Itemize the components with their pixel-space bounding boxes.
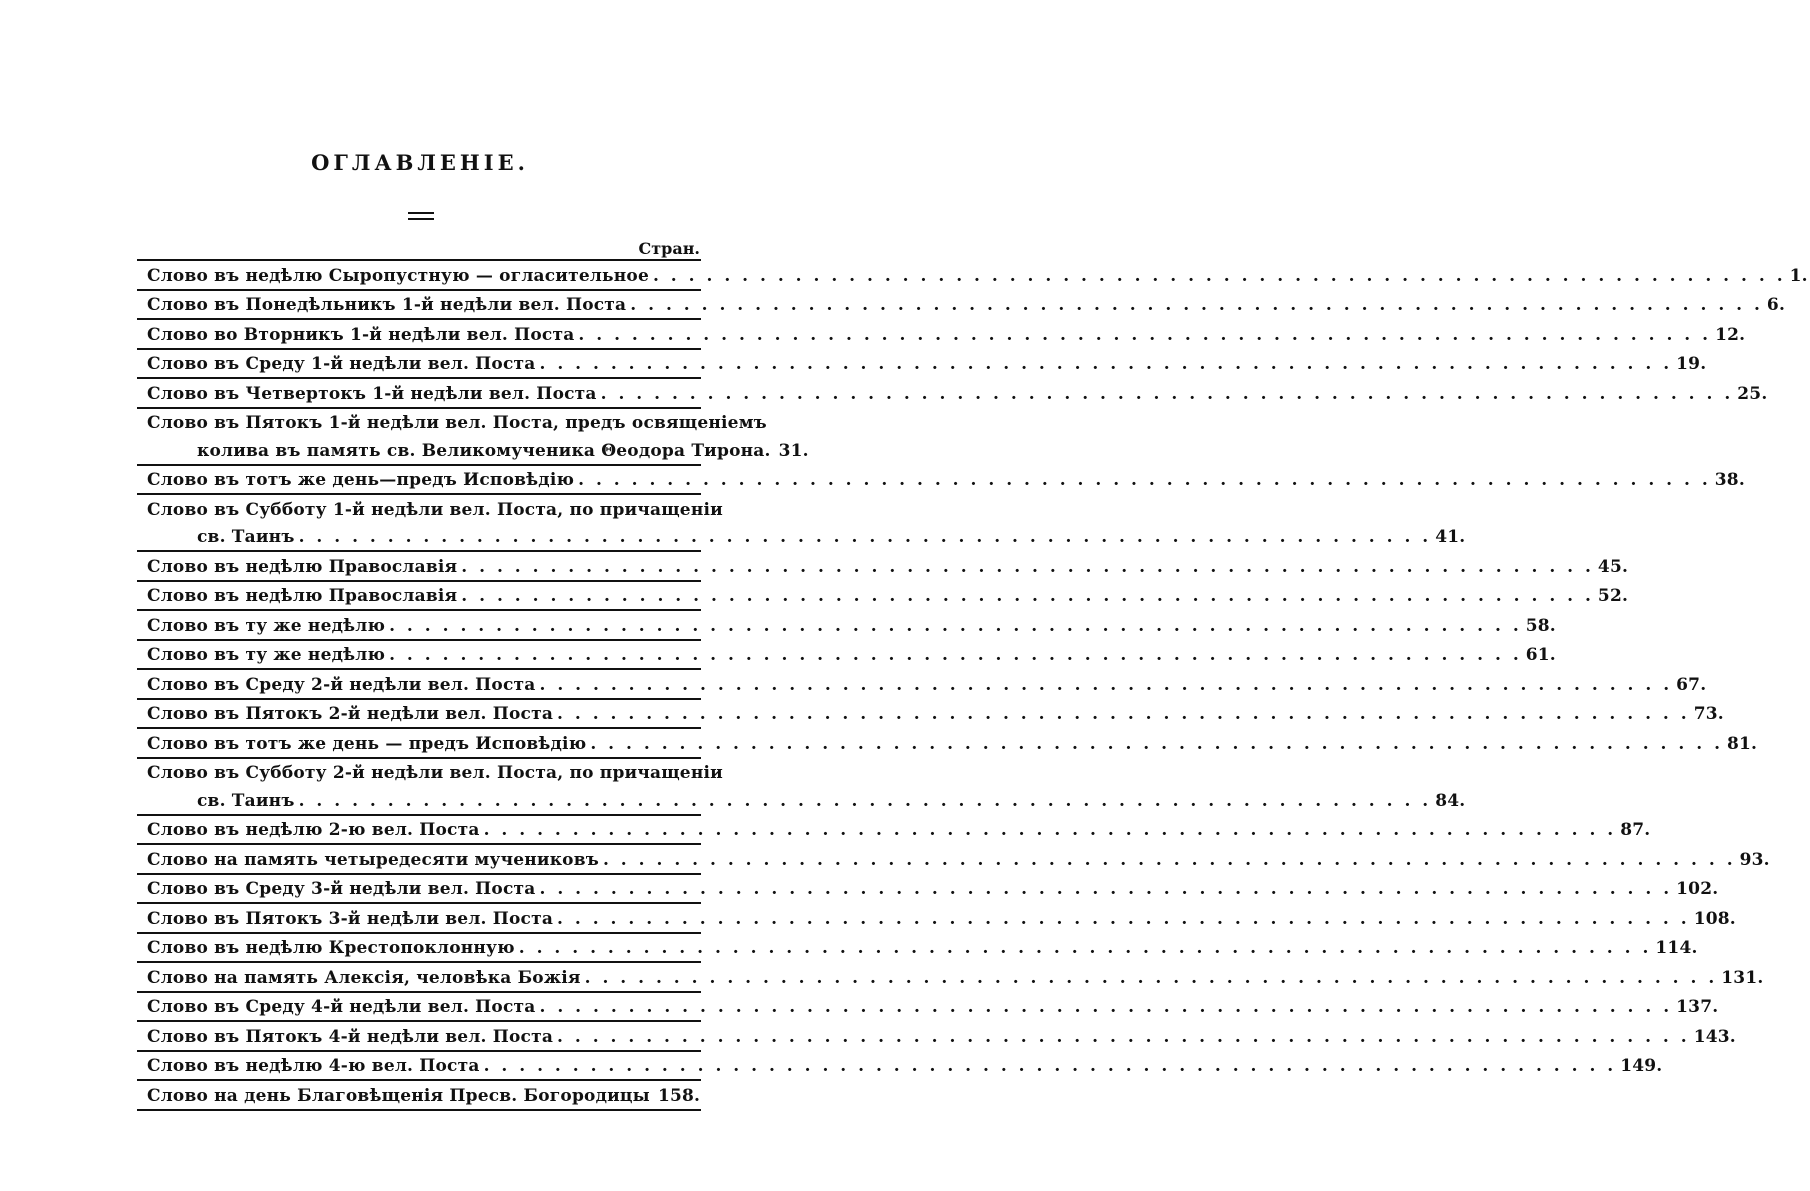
dot-leader	[484, 820, 1617, 843]
dot-leader	[578, 325, 1711, 348]
toc-entry-line	[137, 670, 1707, 698]
toc-page-number: 52.	[1597, 586, 1629, 606]
toc-entry-title: Слово въ Пятокъ 2-й недѣли вел. Поста	[147, 704, 554, 724]
toc-entry	[137, 875, 1719, 905]
toc-entry	[137, 641, 1556, 671]
toc-entry-line	[137, 700, 1724, 728]
toc-entry	[137, 350, 1707, 380]
toc-entry-line	[137, 1022, 1736, 1050]
toc-entry-title: Слово въ Среду 1-й недѣли вел. Поста	[147, 354, 536, 374]
toc-entry	[137, 261, 1808, 291]
dot-leader	[653, 266, 1786, 289]
toc-entry	[137, 379, 1768, 409]
toc-entry-title: Слово въ тотъ же день — предъ Исповѣдiю	[147, 733, 587, 754]
toc-page-number: 137.	[1676, 997, 1719, 1017]
toc-entry-title: Слово въ Понедѣльникъ 1-й недѣли вел. Поста	[147, 295, 627, 315]
toc-entry	[137, 466, 1745, 496]
dot-leader	[557, 704, 1690, 727]
toc-entry-line	[137, 291, 1786, 319]
toc-entry-line	[137, 582, 1629, 610]
toc-entry	[137, 552, 1629, 582]
toc-page-number: 25.	[1737, 383, 1768, 404]
toc-entry-title: Слово въ Пятокъ 4-й недѣли вел. Поста	[147, 1026, 554, 1047]
toc-entry-line	[137, 350, 1707, 378]
dot-leader	[557, 1027, 1690, 1050]
toc-entry	[137, 729, 1758, 759]
toc-page-number: 12.	[1715, 324, 1746, 345]
toc-entry-title: Слово въ недѣлю Крестопоклонную	[147, 938, 515, 958]
toc-entry-continuation	[137, 523, 1466, 551]
toc-entry	[137, 670, 1707, 700]
dot-leader	[484, 1056, 1617, 1079]
toc-entry-title: Слово въ Пятокъ 1-й недѣли вел. Поста, предъ освященiемъ	[147, 413, 767, 433]
toc-entry-line	[137, 904, 1736, 932]
dot-leader	[601, 384, 1734, 407]
toc-entry-title: Слово въ Среду 2-й недѣли вел. Поста	[147, 674, 536, 695]
toc-entry-line	[137, 466, 1745, 494]
toc-page-number: 19.	[1676, 354, 1707, 374]
toc-page-number: 87.	[1620, 820, 1651, 840]
toc-page-number: 81.	[1727, 733, 1758, 754]
dot-leader	[603, 850, 1736, 873]
toc-entry-line	[137, 409, 767, 437]
toc-entry-title: Слово на память Алексiя, человѣка Божiя	[147, 967, 581, 988]
toc-entry	[137, 582, 1629, 612]
toc-page-number: 84.	[1435, 790, 1466, 811]
toc-entry	[137, 963, 1764, 993]
toc-page-number: 131.	[1721, 967, 1764, 988]
dot-leader	[519, 938, 1652, 961]
page-column-header: Стран.	[638, 239, 700, 258]
toc-entry-line	[137, 552, 1629, 580]
toc-entry-title: колива въ память св. Великомученика Θеодора Тирона.	[197, 440, 771, 461]
toc-entry-title: Слово въ тотъ же день—предъ Исповѣдiю	[147, 470, 575, 490]
dot-leader	[590, 734, 1723, 757]
toc-entry-line	[137, 641, 1556, 669]
toc-page-number: 149.	[1620, 1056, 1663, 1076]
toc-entry-title: Слово въ Субботу 1-й недѣли вел. Поста, по причащенiи	[147, 499, 723, 520]
toc-page-number: 73.	[1693, 704, 1724, 724]
toc-page-number: 61.	[1525, 645, 1556, 665]
toc-entry-line	[137, 875, 1719, 903]
toc-page-number: 158.	[657, 1085, 701, 1106]
toc-entry-line	[137, 963, 1764, 991]
toc-entry	[137, 904, 1736, 934]
toc-page-number: 45.	[1597, 556, 1629, 577]
toc-page-number: 58.	[1525, 615, 1556, 636]
toc-page-number: 93.	[1739, 849, 1770, 870]
toc-entry-title: св. Таинъ	[197, 527, 295, 547]
toc-entry-continuation	[137, 786, 1466, 814]
toc-page-number: 31.	[778, 440, 809, 461]
toc-entry-title: Слово въ недѣлю 4-ю вел. Поста	[147, 1056, 480, 1076]
toc-entry	[137, 320, 1746, 350]
toc-entry-title: Слово на день Благовѣщенiя Пресв. Богородицы	[147, 1085, 650, 1106]
toc-page-number: 38.	[1714, 470, 1745, 490]
dot-leader	[557, 909, 1690, 932]
toc-page-number: 143.	[1693, 1026, 1736, 1047]
dot-leader	[630, 295, 1763, 318]
toc-entry	[137, 934, 1698, 964]
toc-entry	[137, 611, 1556, 641]
dot-leader	[389, 616, 1522, 639]
toc-entry	[137, 759, 1466, 816]
toc-entry-title: Слово въ недѣлю Православiя	[147, 556, 458, 577]
page-title: ОГЛАВЛЕНIЕ.	[311, 150, 529, 175]
toc-entry-title: Слово въ ту же недѣлю	[147, 645, 386, 665]
toc-entry-title: Слово въ Пятокъ 3-й недѣли вел. Поста	[147, 908, 554, 929]
toc-entry-title: Слово въ Субботу 2-й недѣли вел. Поста, по причащенiи	[147, 763, 723, 783]
toc-entry-title: Слово въ Среду 3-й недѣли вел. Поста	[147, 879, 536, 899]
toc-entry-line	[137, 320, 1746, 348]
toc-entry-title: Слово въ недѣлю Православiя	[147, 586, 458, 606]
toc-page-number: 102.	[1676, 879, 1719, 899]
toc-entry-line	[137, 934, 1698, 962]
toc-page-number: 1.	[1789, 265, 1808, 286]
toc-entry-line	[137, 993, 1719, 1021]
toc-entry-title: св. Таинъ	[197, 790, 295, 811]
toc-entry-title: Слово въ недѣлю Сыропустную — огласительное	[147, 265, 649, 286]
dot-leader	[578, 470, 1711, 493]
toc-entry-line	[137, 1052, 1663, 1080]
dot-leader	[539, 879, 1672, 902]
toc-entry-continuation	[137, 436, 809, 464]
dot-leader	[389, 645, 1522, 668]
toc-entry-title: Слово въ ту же недѣлю	[147, 615, 386, 636]
toc-entry-line	[137, 261, 1808, 289]
table-of-contents	[137, 259, 1808, 1111]
toc-entry-line	[137, 816, 1651, 844]
toc-entry-line	[137, 495, 723, 523]
dot-leader	[461, 586, 1594, 609]
toc-entry-line	[137, 759, 723, 787]
toc-entry	[137, 1022, 1736, 1052]
toc-entry-line	[137, 845, 1770, 873]
toc-entry	[137, 1052, 1663, 1082]
toc-page-number: 114.	[1655, 938, 1698, 958]
title-double-rule	[408, 212, 434, 220]
dot-leader	[539, 354, 1672, 377]
dot-leader	[299, 791, 1432, 814]
toc-entry	[137, 1081, 701, 1111]
dot-leader	[299, 527, 1432, 550]
toc-entry-line	[137, 1081, 701, 1109]
toc-entry	[137, 409, 809, 466]
dot-leader	[585, 968, 1718, 991]
toc-entry-line	[137, 379, 1768, 407]
toc-entry-line	[137, 729, 1758, 757]
toc-entry	[137, 993, 1719, 1023]
toc-entry	[137, 816, 1651, 846]
toc-entry	[137, 291, 1786, 321]
toc-page-number: 67.	[1676, 674, 1707, 695]
dot-leader	[539, 997, 1672, 1020]
toc-entry-title: Слово на память четыредесяти мучениковъ	[147, 849, 599, 870]
dot-leader	[539, 675, 1672, 698]
toc-entry	[137, 845, 1770, 875]
toc-entry-line	[137, 611, 1556, 639]
dot-leader	[461, 557, 1594, 580]
toc-entry-title: Слово въ недѣлю 2-ю вел. Поста	[147, 820, 480, 840]
toc-page-number: 6.	[1766, 295, 1786, 315]
toc-page-number: 108.	[1693, 908, 1736, 929]
toc-entry	[137, 700, 1724, 730]
toc-entry-title: Слово въ Четвертокъ 1-й недѣли вел. Поста	[147, 383, 597, 404]
toc-page-number: 41.	[1435, 527, 1466, 547]
toc-entry	[137, 495, 1466, 552]
toc-entry-title: Слово во Вторникъ 1-й недѣли вел. Поста	[147, 324, 575, 345]
toc-entry-title: Слово въ Среду 4-й недѣли вел. Поста	[147, 997, 536, 1017]
